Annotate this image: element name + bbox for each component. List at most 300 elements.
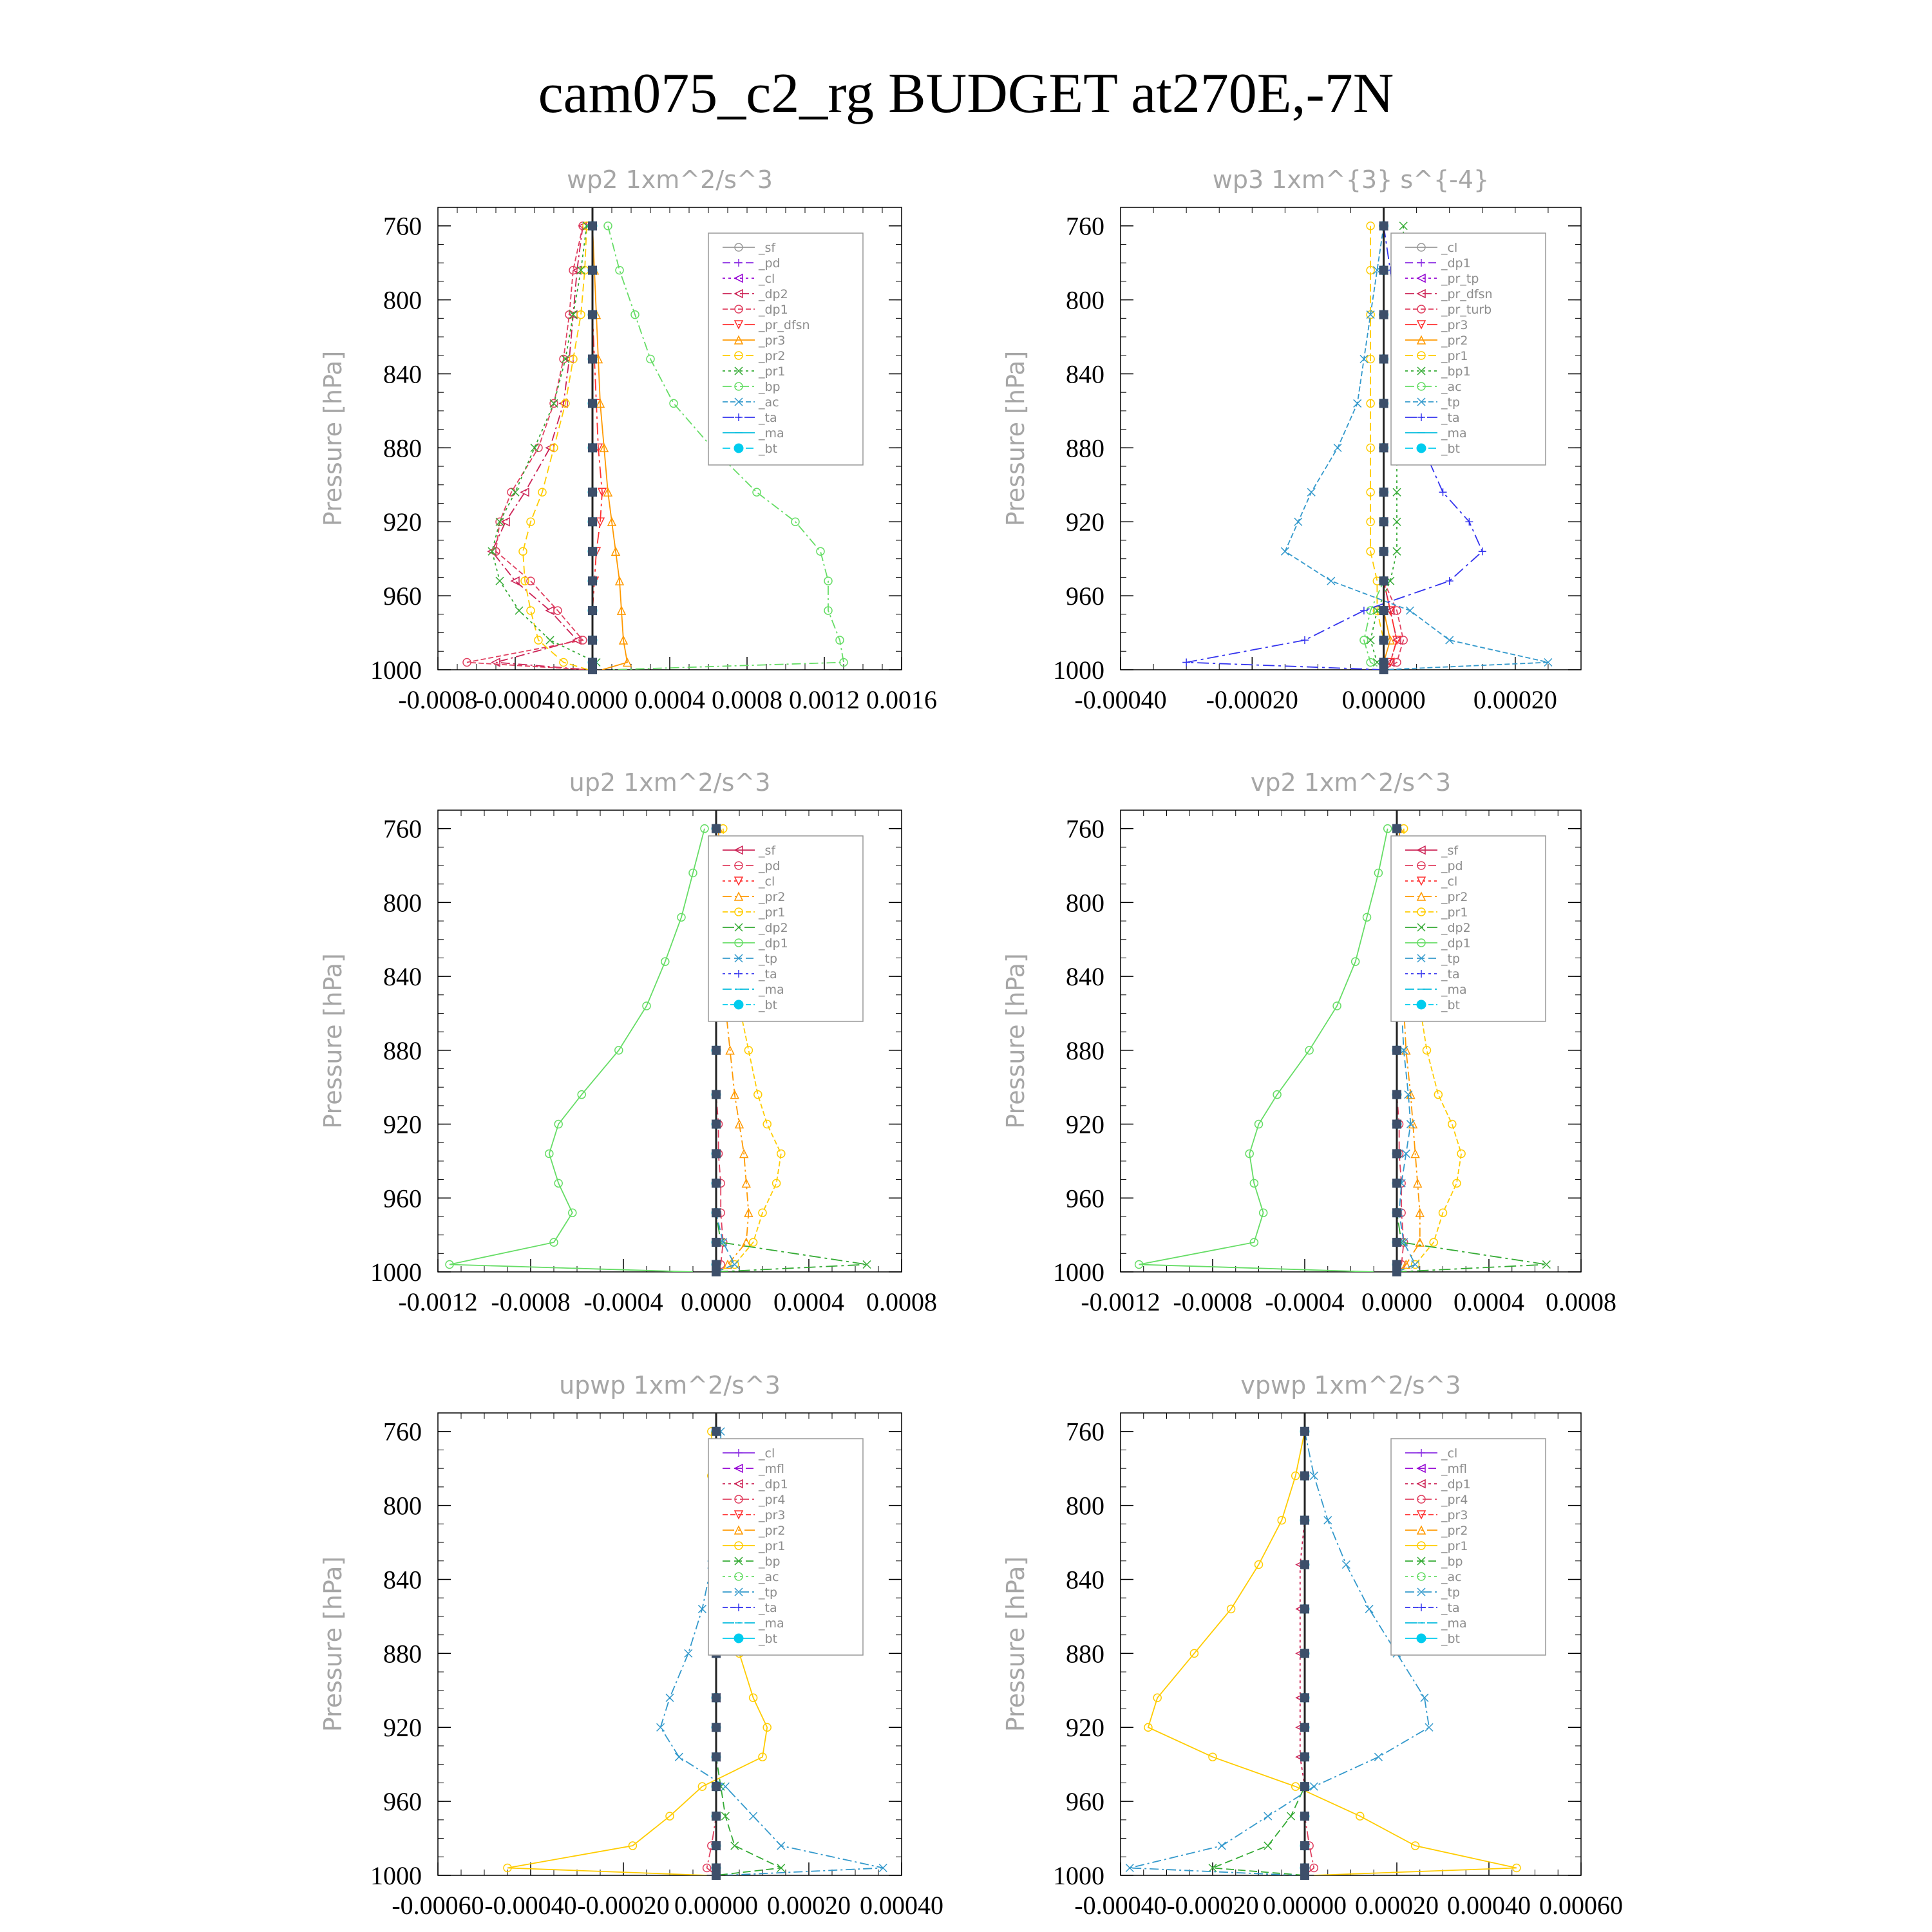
data-point bbox=[1182, 659, 1190, 667]
y-tick-label: 1000 bbox=[370, 1258, 422, 1287]
legend-label: _pr1 bbox=[759, 365, 786, 379]
data-point bbox=[657, 1723, 665, 1731]
legend-label: _pr1 bbox=[759, 905, 786, 920]
zero-marker bbox=[712, 1782, 721, 1791]
legend-label: _ma bbox=[1441, 983, 1467, 997]
y-axis-label: Pressure [hPa] bbox=[1001, 1556, 1030, 1732]
zero-marker bbox=[712, 1693, 721, 1702]
series-line-dp1 bbox=[467, 226, 587, 670]
legend-label: _ta bbox=[1441, 411, 1460, 425]
legend-label: _tp bbox=[759, 1586, 778, 1600]
zero-marker bbox=[712, 1267, 721, 1276]
y-tick-label: 760 bbox=[383, 814, 422, 844]
legend-label: _mfl bbox=[759, 1462, 784, 1476]
legend-label: _pr3 bbox=[759, 1508, 786, 1522]
legend-label: _ma bbox=[1441, 1616, 1467, 1631]
zero-marker bbox=[1379, 547, 1388, 556]
y-tick-label: 960 bbox=[383, 582, 422, 611]
data-point bbox=[511, 488, 519, 496]
y-tick-label: 760 bbox=[1066, 211, 1104, 241]
zero-marker bbox=[1379, 222, 1388, 231]
y-tick-label: 880 bbox=[1066, 1036, 1104, 1065]
legend-marker bbox=[1417, 444, 1426, 453]
x-tick-label: 0.0000 bbox=[557, 685, 628, 714]
zero-marker bbox=[1300, 1693, 1309, 1702]
data-point bbox=[1294, 518, 1302, 526]
zero-marker bbox=[1300, 1841, 1309, 1850]
y-tick-label: 800 bbox=[1066, 285, 1104, 315]
x-tick-label: 0.00000 bbox=[674, 1891, 758, 1920]
data-point bbox=[488, 547, 496, 555]
legend-label: _dp1 bbox=[759, 1477, 788, 1492]
data-point bbox=[1281, 547, 1289, 555]
legend-label: _tp bbox=[1441, 395, 1461, 410]
zero-marker bbox=[1379, 488, 1388, 497]
panel-1 bbox=[319, 166, 937, 714]
y-tick-label: 920 bbox=[1066, 507, 1104, 537]
legend bbox=[708, 233, 863, 465]
zero-marker bbox=[1300, 1516, 1309, 1525]
legend-label: _pr3 bbox=[1441, 318, 1468, 332]
legend-label: _pr1 bbox=[1441, 1539, 1468, 1553]
zero-marker bbox=[1300, 1723, 1309, 1732]
x-tick-label: 0.0000 bbox=[681, 1287, 752, 1316]
data-point bbox=[515, 607, 523, 614]
x-tick-label: -0.00020 bbox=[1166, 1891, 1259, 1920]
zero-marker bbox=[1392, 1090, 1401, 1099]
x-tick-label: -0.0008 bbox=[1173, 1287, 1253, 1316]
x-tick-label: 0.0008 bbox=[1546, 1287, 1616, 1316]
legend bbox=[708, 1439, 863, 1655]
y-tick-label: 800 bbox=[383, 285, 422, 315]
legend-marker bbox=[734, 1000, 743, 1009]
x-tick-label: 0.0008 bbox=[866, 1287, 937, 1316]
legend bbox=[1391, 233, 1546, 465]
legend-label: _ma bbox=[759, 983, 784, 997]
legend-label: _cl bbox=[1441, 1446, 1458, 1461]
legend-label: _pd bbox=[1441, 859, 1463, 873]
panel-title: wp3 1xm^{3} s^{-4} bbox=[1212, 166, 1490, 194]
zero-marker bbox=[1392, 1120, 1401, 1129]
y-tick-label: 960 bbox=[1066, 1184, 1104, 1213]
legend-label: _ta bbox=[1441, 967, 1460, 981]
x-tick-label: 0.00000 bbox=[1341, 685, 1426, 714]
zero-marker bbox=[1392, 1179, 1401, 1188]
legend-label: _dp1 bbox=[759, 936, 788, 951]
x-tick-label: 0.0008 bbox=[712, 685, 782, 714]
data-point bbox=[1446, 577, 1454, 585]
legend-box bbox=[708, 233, 863, 465]
legend-label: _cl bbox=[759, 272, 775, 286]
legend-label: _ma bbox=[759, 1616, 784, 1631]
x-tick-label: -0.0008 bbox=[491, 1287, 571, 1316]
y-axis-label: Pressure [hPa] bbox=[1001, 350, 1030, 527]
legend-label: _cl bbox=[1441, 241, 1458, 255]
data-point bbox=[1307, 488, 1315, 496]
y-axis-label: Pressure [hPa] bbox=[319, 350, 347, 527]
data-point bbox=[670, 399, 677, 407]
data-point bbox=[879, 1864, 887, 1872]
legend-label: _pr4 bbox=[1441, 1493, 1468, 1507]
x-tick-label: -0.00020 bbox=[1206, 685, 1298, 714]
data-point bbox=[721, 1783, 729, 1790]
legend-label: _pr2 bbox=[759, 1524, 786, 1538]
x-tick-label: 0.0004 bbox=[1454, 1287, 1524, 1316]
data-point bbox=[1334, 444, 1341, 451]
data-point bbox=[750, 1812, 757, 1820]
legend-label: _dp1 bbox=[1441, 1477, 1471, 1492]
series-line-pr1 bbox=[492, 226, 596, 670]
zero-marker bbox=[712, 1723, 721, 1732]
y-tick-label: 880 bbox=[1066, 1639, 1104, 1669]
zero-marker bbox=[712, 1090, 721, 1099]
legend-label: _pr4 bbox=[759, 1493, 786, 1507]
legend-label: _pr_dfsn bbox=[759, 318, 810, 332]
zero-marker bbox=[1300, 1560, 1309, 1569]
legend-label: _bp bbox=[1441, 1555, 1463, 1569]
data-point bbox=[519, 547, 527, 555]
legend-label: _dp2 bbox=[1441, 921, 1471, 935]
legend bbox=[1391, 836, 1546, 1021]
data-point bbox=[1327, 577, 1335, 585]
series-line-pr2 bbox=[523, 226, 589, 670]
data-point bbox=[731, 1842, 739, 1850]
legend-label: _ac bbox=[1441, 1570, 1462, 1584]
panel-4 bbox=[1001, 768, 1616, 1316]
legend-label: _ta bbox=[1441, 1601, 1460, 1615]
y-tick-label: 920 bbox=[383, 1110, 422, 1139]
y-tick-label: 920 bbox=[1066, 1110, 1104, 1139]
zero-marker bbox=[712, 1208, 721, 1217]
data-point bbox=[1479, 547, 1486, 555]
data-point bbox=[531, 444, 538, 451]
legend-label: _pr2 bbox=[1441, 1524, 1468, 1538]
zero-marker bbox=[588, 266, 597, 275]
x-tick-label: -0.00040 bbox=[1074, 1891, 1167, 1920]
data-point bbox=[817, 547, 824, 555]
y-tick-label: 920 bbox=[383, 1713, 422, 1743]
legend-marker bbox=[1417, 1000, 1426, 1009]
data-point bbox=[1365, 1605, 1373, 1613]
zero-marker bbox=[1379, 355, 1388, 364]
zero-marker bbox=[1392, 1046, 1401, 1055]
zero-marker bbox=[1379, 636, 1388, 645]
series-line-bp bbox=[1213, 1432, 1305, 1875]
legend-label: _pr1 bbox=[1441, 905, 1468, 920]
zero-marker bbox=[1392, 1208, 1401, 1217]
x-tick-label: 0.00040 bbox=[860, 1891, 943, 1920]
x-tick-label: -0.0004 bbox=[583, 1287, 663, 1316]
x-tick-label: 0.0016 bbox=[866, 685, 937, 714]
data-point bbox=[731, 1261, 739, 1269]
legend-label: _bp bbox=[759, 380, 781, 394]
x-tick-label: -0.00040 bbox=[1074, 685, 1167, 714]
panel-3 bbox=[319, 768, 937, 1316]
data-point bbox=[562, 355, 569, 363]
data-point bbox=[496, 577, 504, 585]
legend-label: _pr2 bbox=[1441, 890, 1468, 904]
data-point bbox=[753, 488, 761, 496]
legend-label: _sf bbox=[759, 241, 776, 255]
y-tick-label: 1000 bbox=[370, 1861, 422, 1890]
zero-marker bbox=[588, 517, 597, 526]
zero-marker bbox=[1300, 1782, 1309, 1791]
legend-label: _bt bbox=[1441, 1632, 1461, 1646]
x-tick-label: 0.0004 bbox=[773, 1287, 844, 1316]
zero-marker bbox=[1300, 1871, 1309, 1880]
legend-label: _bt bbox=[759, 442, 778, 456]
zero-marker bbox=[712, 1120, 721, 1129]
y-tick-label: 960 bbox=[1066, 582, 1104, 611]
zero-marker bbox=[712, 1427, 721, 1436]
zero-marker bbox=[588, 636, 597, 645]
panel-title: vpwp 1xm^2/s^3 bbox=[1240, 1371, 1461, 1399]
x-tick-label: -0.0012 bbox=[1081, 1287, 1160, 1316]
zero-marker bbox=[1392, 1238, 1401, 1247]
zero-marker bbox=[588, 665, 597, 674]
y-tick-label: 760 bbox=[1066, 814, 1104, 844]
y-tick-label: 840 bbox=[383, 1565, 422, 1595]
y-tick-label: 880 bbox=[383, 1036, 422, 1065]
zero-marker bbox=[588, 355, 597, 364]
legend-label: _pr_turb bbox=[1441, 303, 1492, 317]
legend-label: _ta bbox=[759, 411, 777, 425]
legend-marker bbox=[1417, 1634, 1426, 1643]
x-tick-label: -0.0008 bbox=[398, 685, 478, 714]
legend bbox=[708, 836, 863, 1021]
zero-marker bbox=[1379, 310, 1388, 319]
data-point bbox=[1324, 1517, 1332, 1524]
y-tick-label: 920 bbox=[383, 507, 422, 537]
y-axis-label: Pressure [hPa] bbox=[1001, 953, 1030, 1129]
data-point bbox=[1399, 222, 1407, 230]
data-point bbox=[1342, 1561, 1350, 1569]
series-line-tp bbox=[1130, 1432, 1429, 1875]
zero-marker bbox=[588, 576, 597, 585]
panel-title: wp2 1xm^2/s^3 bbox=[567, 166, 773, 194]
series-line-dp2 bbox=[492, 226, 589, 670]
zero-marker bbox=[1300, 1604, 1309, 1613]
legend-label: _bp1 bbox=[1441, 365, 1471, 379]
y-tick-label: 760 bbox=[383, 1417, 422, 1446]
y-tick-label: 800 bbox=[383, 888, 422, 918]
zero-marker bbox=[712, 1238, 721, 1247]
x-tick-label: -0.0004 bbox=[1265, 1287, 1345, 1316]
zero-marker bbox=[1300, 1752, 1309, 1761]
zero-marker bbox=[1300, 1427, 1309, 1436]
legend-label: _tp bbox=[1441, 1586, 1461, 1600]
zero-marker bbox=[1379, 399, 1388, 408]
data-point bbox=[1393, 488, 1401, 496]
zero-marker bbox=[588, 310, 597, 319]
zero-marker bbox=[1300, 1472, 1309, 1481]
panel-5 bbox=[319, 1371, 943, 1920]
legend-label: _ma bbox=[759, 426, 784, 440]
zero-marker bbox=[588, 222, 597, 231]
y-tick-label: 1000 bbox=[370, 656, 422, 685]
zero-marker bbox=[712, 1841, 721, 1850]
data-point bbox=[666, 1694, 674, 1701]
zero-marker bbox=[1300, 1812, 1309, 1821]
zero-marker bbox=[712, 824, 721, 833]
legend-label: _tp bbox=[759, 952, 778, 966]
zero-marker bbox=[588, 399, 597, 408]
zero-marker bbox=[588, 547, 597, 556]
figure-title: cam075_c2_rg BUDGET at270E,-7N bbox=[538, 62, 1394, 125]
zero-marker bbox=[588, 488, 597, 497]
legend-label: _bt bbox=[759, 998, 778, 1012]
x-tick-label: -0.00020 bbox=[577, 1891, 670, 1920]
x-tick-label: 0.00060 bbox=[1539, 1891, 1623, 1920]
data-point bbox=[1439, 488, 1447, 496]
x-tick-label: -0.0012 bbox=[398, 1287, 478, 1316]
series-line-dp1 bbox=[450, 829, 705, 1272]
legend-label: _bt bbox=[1441, 998, 1461, 1012]
zero-marker bbox=[1379, 576, 1388, 585]
x-tick-label: 0.00040 bbox=[1447, 1891, 1531, 1920]
data-point bbox=[685, 1649, 692, 1657]
data-point bbox=[1354, 399, 1361, 407]
legend-label: _bp bbox=[759, 1555, 781, 1569]
y-tick-label: 1000 bbox=[1053, 656, 1104, 685]
legend-label: _pr2 bbox=[759, 890, 786, 904]
x-tick-label: -0.0004 bbox=[475, 685, 555, 714]
panel-6 bbox=[1001, 1371, 1623, 1920]
y-tick-label: 840 bbox=[1066, 962, 1104, 992]
zero-marker bbox=[712, 1812, 721, 1821]
data-point bbox=[1301, 636, 1309, 644]
x-tick-label: -0.00060 bbox=[392, 1891, 484, 1920]
legend-label: _pr2 bbox=[1441, 334, 1468, 348]
y-axis-label: Pressure [hPa] bbox=[319, 953, 347, 1129]
zero-marker bbox=[1379, 443, 1388, 452]
zero-marker bbox=[1392, 1149, 1401, 1158]
zero-marker bbox=[712, 1179, 721, 1188]
legend-label: _bt bbox=[1441, 442, 1461, 456]
data-point bbox=[1310, 1783, 1318, 1790]
legend-label: _ma bbox=[1441, 426, 1467, 440]
data-point bbox=[616, 267, 623, 274]
zero-marker bbox=[712, 1149, 721, 1158]
data-point bbox=[1360, 607, 1368, 614]
data-point bbox=[550, 399, 558, 407]
x-tick-label: -0.00040 bbox=[484, 1891, 577, 1920]
legend-label: _dp1 bbox=[1441, 256, 1471, 270]
data-point bbox=[1374, 1753, 1382, 1761]
legend-label: _tp bbox=[1441, 952, 1461, 966]
legend-label: _pr_tp bbox=[1441, 272, 1479, 286]
y-tick-label: 840 bbox=[1066, 359, 1104, 389]
x-tick-label: 0.00000 bbox=[1263, 1891, 1347, 1920]
panel-title: vp2 1xm^2/s^3 bbox=[1250, 768, 1452, 797]
data-point bbox=[1448, 1121, 1456, 1128]
data-point bbox=[1406, 607, 1414, 614]
data-point bbox=[546, 636, 554, 644]
data-point bbox=[675, 1753, 683, 1761]
x-tick-label: 0.0012 bbox=[789, 685, 860, 714]
zero-marker bbox=[712, 1871, 721, 1880]
zero-marker bbox=[588, 606, 597, 615]
y-tick-label: 920 bbox=[1066, 1713, 1104, 1743]
y-tick-label: 840 bbox=[1066, 1565, 1104, 1595]
y-tick-label: 760 bbox=[1066, 1417, 1104, 1446]
data-point bbox=[1264, 1842, 1272, 1850]
legend-label: _ta bbox=[759, 967, 777, 981]
y-tick-label: 960 bbox=[1066, 1787, 1104, 1817]
data-point bbox=[521, 488, 529, 496]
legend bbox=[1391, 1439, 1546, 1655]
x-tick-label: 0.00020 bbox=[767, 1891, 851, 1920]
y-tick-label: 800 bbox=[383, 1491, 422, 1520]
legend-marker bbox=[734, 444, 743, 453]
data-point bbox=[1393, 547, 1401, 555]
x-tick-label: 0.00020 bbox=[1473, 685, 1557, 714]
data-point bbox=[701, 825, 708, 833]
legend-label: _pr_dfsn bbox=[1441, 287, 1493, 301]
panel-title: up2 1xm^2/s^3 bbox=[569, 768, 771, 797]
legend-label: _pd bbox=[759, 256, 781, 270]
zero-marker bbox=[1379, 665, 1388, 674]
data-point bbox=[1218, 1842, 1226, 1850]
data-point bbox=[1264, 1812, 1272, 1820]
legend-label: _cl bbox=[759, 1446, 775, 1461]
legend-label: _pr1 bbox=[759, 1539, 786, 1553]
y-tick-label: 960 bbox=[383, 1184, 422, 1213]
zero-marker bbox=[1392, 824, 1401, 833]
legend-label: _dp2 bbox=[759, 287, 788, 301]
zero-marker bbox=[1379, 517, 1388, 526]
legend-label: _dp1 bbox=[759, 303, 788, 317]
data-point bbox=[1412, 1261, 1419, 1269]
data-point bbox=[1393, 518, 1401, 526]
y-tick-label: 880 bbox=[1066, 433, 1104, 463]
y-tick-label: 960 bbox=[383, 1787, 422, 1817]
y-tick-label: 1000 bbox=[1053, 1258, 1104, 1287]
panel-2 bbox=[1001, 166, 1581, 714]
legend-label: _cl bbox=[759, 875, 775, 889]
y-tick-label: 840 bbox=[383, 359, 422, 389]
legend-label: _ac bbox=[759, 395, 779, 410]
y-tick-label: 1000 bbox=[1053, 1861, 1104, 1890]
data-point bbox=[1434, 1091, 1442, 1099]
y-axis-label: Pressure [hPa] bbox=[319, 1556, 347, 1732]
zero-marker bbox=[1392, 1267, 1401, 1276]
x-tick-label: 0.0004 bbox=[634, 685, 705, 714]
x-tick-label: 0.00020 bbox=[1355, 1891, 1439, 1920]
x-tick-label: 0.0000 bbox=[1361, 1287, 1432, 1316]
legend-label: _pr2 bbox=[759, 349, 786, 363]
legend-label: _cl bbox=[1441, 875, 1458, 889]
zero-marker bbox=[712, 1752, 721, 1761]
zero-marker bbox=[1379, 266, 1388, 275]
legend-label: _ta bbox=[759, 1601, 777, 1615]
legend-marker bbox=[734, 1634, 743, 1643]
legend-label: _dp2 bbox=[759, 921, 788, 935]
y-tick-label: 880 bbox=[383, 1639, 422, 1669]
legend-label: _dp1 bbox=[1441, 936, 1471, 951]
y-tick-label: 800 bbox=[1066, 1491, 1104, 1520]
zero-marker bbox=[1379, 606, 1388, 615]
legend-label: _pd bbox=[759, 859, 781, 873]
legend-label: _pr3 bbox=[1441, 1508, 1468, 1522]
y-tick-label: 760 bbox=[383, 211, 422, 241]
y-tick-label: 800 bbox=[1066, 888, 1104, 918]
legend-label: _ac bbox=[759, 1570, 779, 1584]
zero-marker bbox=[1300, 1649, 1309, 1658]
zero-marker bbox=[712, 1046, 721, 1055]
zero-marker bbox=[588, 443, 597, 452]
legend-label: _ac bbox=[1441, 380, 1462, 394]
